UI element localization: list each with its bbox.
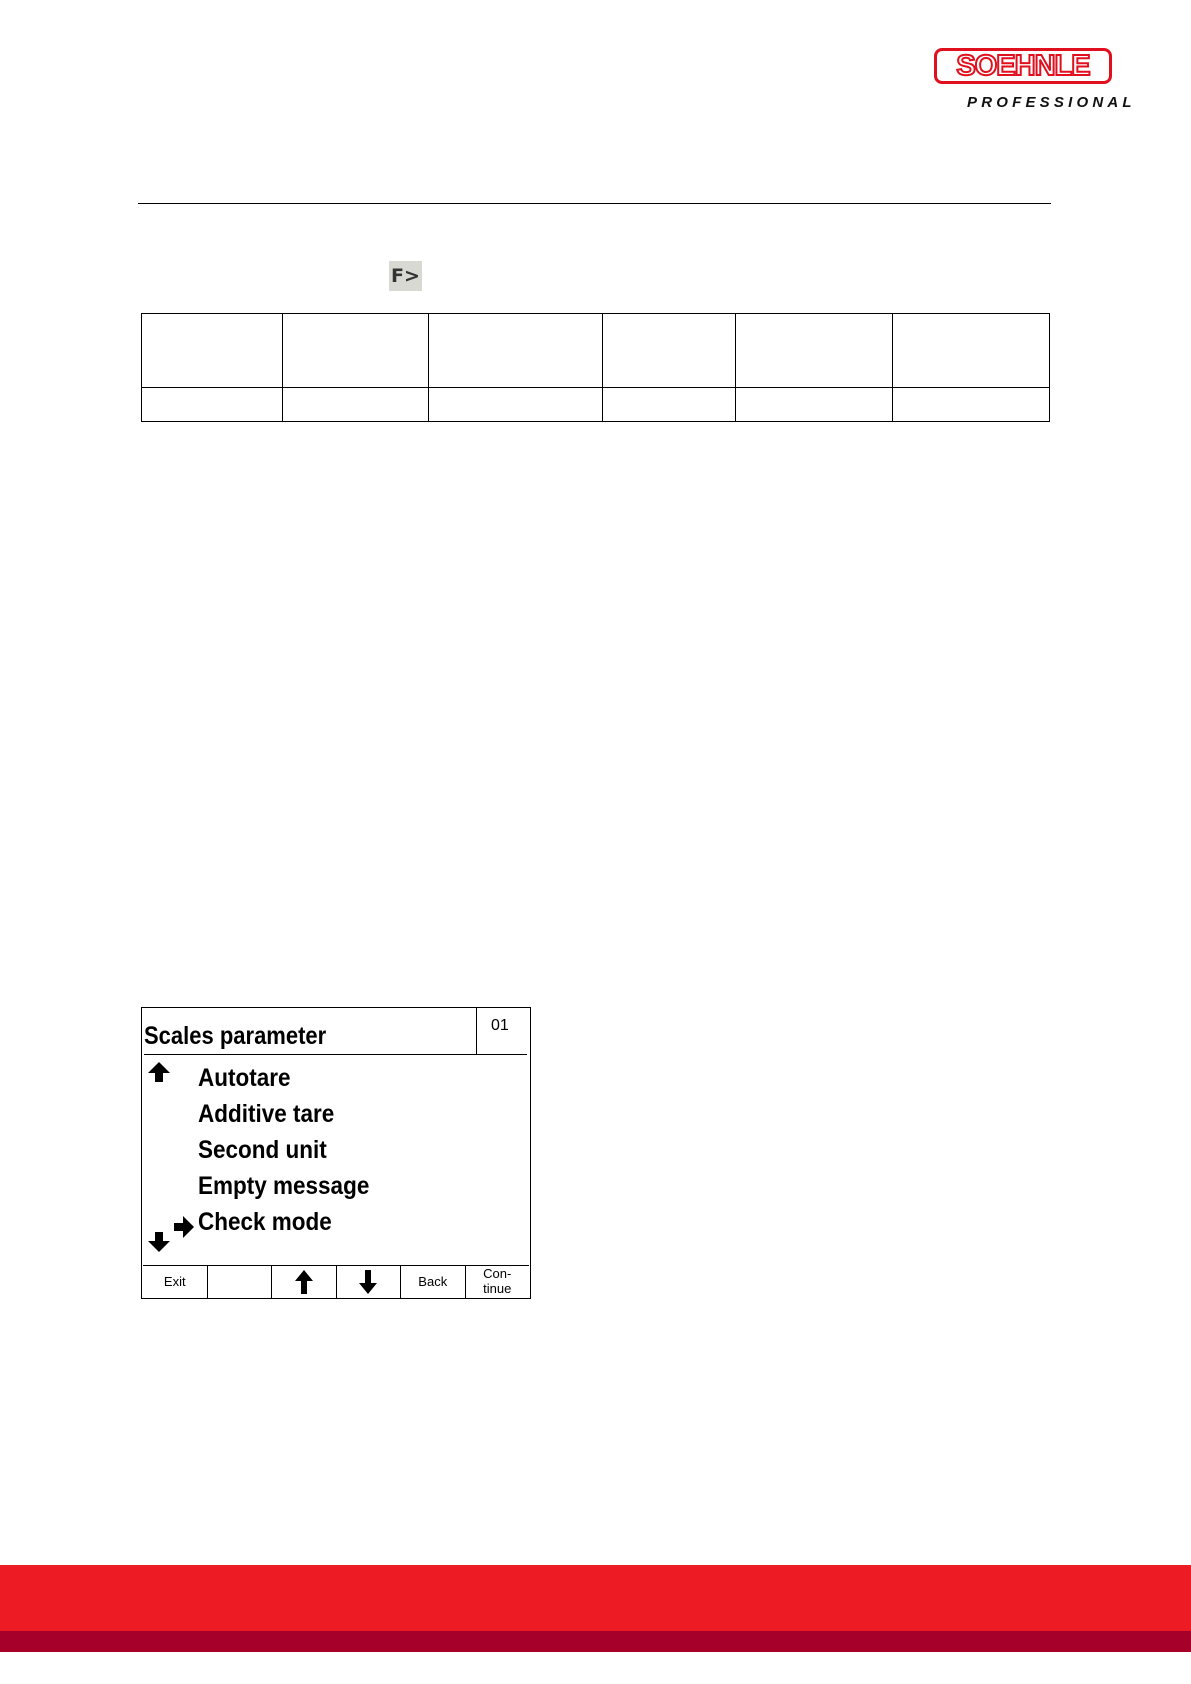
table-cell <box>283 314 429 388</box>
back-softkey[interactable] <box>400 1266 465 1298</box>
softkey-bar <box>143 1265 529 1298</box>
table-cell <box>142 314 283 388</box>
table-cell <box>429 314 603 388</box>
table-cell <box>736 314 893 388</box>
display-title: Scales parameter <box>144 1022 327 1050</box>
logo-badge <box>934 48 1112 84</box>
table-cell <box>283 388 429 422</box>
parameter-table <box>141 313 1050 422</box>
scroll-up-icon <box>146 1060 172 1084</box>
table-cell <box>142 388 283 422</box>
function-key-icon: F> <box>389 261 422 291</box>
table-cell <box>603 388 736 422</box>
logo-subtitle: PROFESSIONAL <box>967 94 1136 111</box>
table-cell <box>429 388 603 422</box>
footer-stripe <box>0 1631 1191 1652</box>
blank-softkey[interactable] <box>207 1266 272 1298</box>
arrow-up-icon <box>294 1269 314 1295</box>
display-page-box <box>476 1008 528 1054</box>
soehnle-logo <box>929 46 1149 116</box>
header-divider <box>138 203 1051 204</box>
table-row <box>142 388 1050 422</box>
back-softkey-label: Back <box>418 1273 448 1289</box>
down-softkey[interactable] <box>336 1266 401 1298</box>
exit-softkey-label: Exit <box>163 1273 186 1289</box>
table-cell <box>736 388 893 422</box>
table-cell <box>893 314 1050 388</box>
menu-item-additive-tare[interactable]: Additive tare <box>198 1100 335 1128</box>
selection-arrow-icon <box>172 1214 196 1240</box>
continue-softkey-label-line1: Con- <box>483 1266 512 1282</box>
continue-softkey-label-line2: tinue <box>483 1281 512 1296</box>
up-softkey[interactable] <box>271 1266 336 1298</box>
table-row <box>142 314 1050 388</box>
exit-softkey[interactable] <box>143 1266 207 1298</box>
menu-item-check-mode[interactable]: Check mode <box>198 1208 332 1236</box>
scroll-down-icon <box>146 1230 172 1254</box>
menu-item-autotare[interactable]: Autotare <box>198 1064 291 1092</box>
menu-item-empty-message[interactable]: Empty message <box>198 1172 370 1200</box>
scale-display <box>141 1007 531 1299</box>
continue-softkey[interactable] <box>465 1266 530 1298</box>
display-divider <box>144 1054 527 1055</box>
menu-item-second-unit[interactable]: Second unit <box>198 1136 327 1164</box>
table-cell <box>893 388 1050 422</box>
table-cell <box>603 314 736 388</box>
arrow-down-icon <box>358 1269 378 1295</box>
footer-band <box>0 1565 1191 1631</box>
display-page-number: 01 <box>491 1017 509 1034</box>
logo-brand-text: SOEHNLE <box>956 49 1090 82</box>
